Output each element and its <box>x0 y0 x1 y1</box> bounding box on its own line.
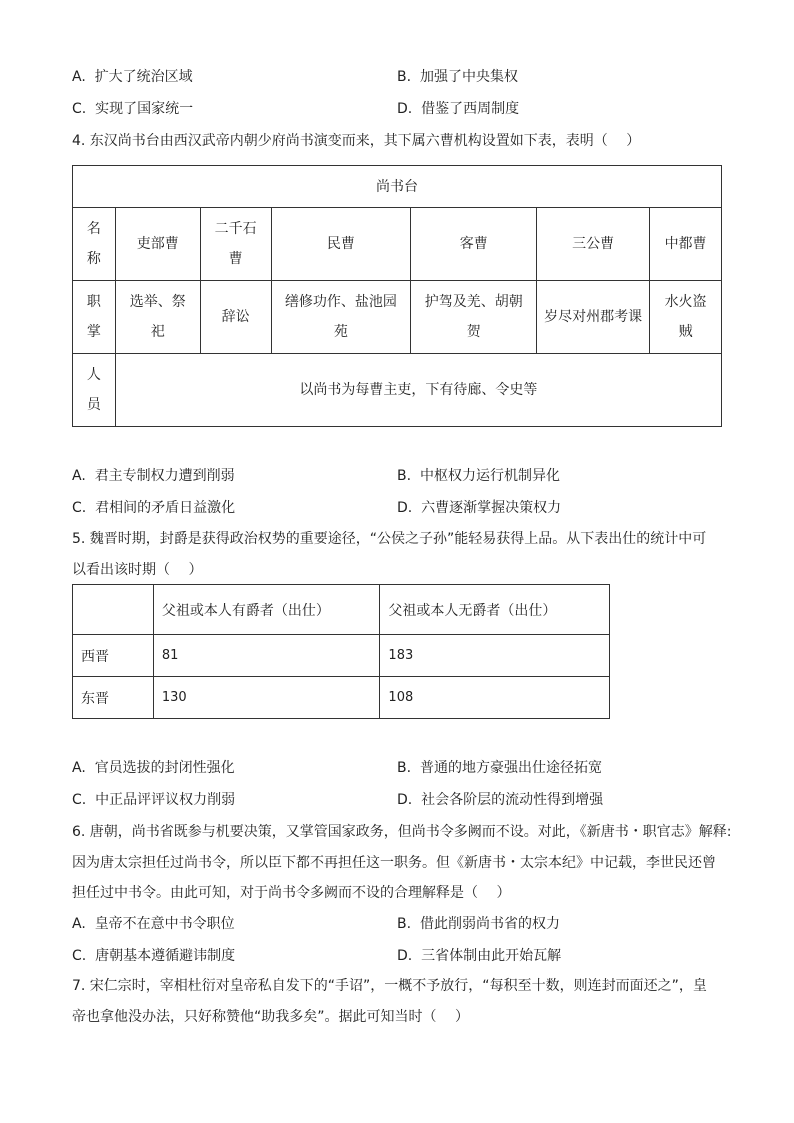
q6-option-a: A. 皇帝不在意中书令职位 <box>72 916 235 932</box>
q6-stem-line3: 担任过中书令。由此可知，对于尚书令多阙而不设的合理解释是（ ） <box>72 885 511 901</box>
q5-stem-line2: 以看出该时期（ ） <box>72 562 203 578</box>
q6-stem-line1: 6. 唐朝，尚书省既参与机要决策，又掌管国家政务，但尚书令多阙而不设。对此，《新唐书・职官志》解释: <box>72 824 732 840</box>
q4-duty-cell: 水火盗贼 <box>650 281 722 354</box>
q5-value-cell: 108 <box>380 677 610 719</box>
q4-duty-cell: 岁尽对州郡考课 <box>537 281 650 354</box>
q5-period-cell: 西晋 <box>73 635 154 677</box>
q5-header-without-title: 父祖或本人无爵者（出仕） <box>380 585 610 635</box>
q6-stem-line2: 因为唐太宗担任过尚书令，所以臣下都不再担任这一职务。但《新唐书・太宗本纪》中记载，李世民还曾 <box>72 855 716 871</box>
q6-option-b: B. 借此削弱尚书省的权力 <box>397 916 560 932</box>
q3-option-a: A. 扩大了统治区域 <box>72 69 193 85</box>
table-row <box>73 635 610 677</box>
q4-option-d: D. 六曹逐渐掌握决策权力 <box>397 500 562 516</box>
q5-table <box>72 584 610 719</box>
q5-value-cell: 183 <box>380 635 610 677</box>
q4-header-name: 名称 <box>73 208 116 281</box>
q4-name-cell: 吏部曹 <box>115 208 200 281</box>
q4-duty-cell: 缮修功作、盐池园苑 <box>271 281 411 354</box>
q3-option-c: C. 实现了国家统一 <box>72 101 194 117</box>
q7-stem-line2: 帝也拿他没办法，只好称赞他“助我多矣”。据此可知当时（ ） <box>72 1009 469 1025</box>
q5-value-cell: 130 <box>153 677 380 719</box>
q5-header-with-title: 父祖或本人有爵者（出仕） <box>153 585 380 635</box>
q5-option-d: D. 社会各阶层的流动性得到增强 <box>397 792 604 808</box>
q5-header-corner <box>73 585 154 635</box>
q6-option-c: C. 唐朝基本遵循避讳制度 <box>72 948 236 964</box>
q3-option-d: D. 借鉴了西周制度 <box>397 101 520 117</box>
q4-staff-cell: 以尚书为每曹主吏，下有待廊、令史等 <box>115 354 721 427</box>
q4-option-b: B. 中枢权力运行机制异化 <box>397 468 560 484</box>
q4-name-cell: 民曹 <box>271 208 411 281</box>
q4-table-title: 尚书台 <box>73 166 722 208</box>
q4-name-cell: 三公曹 <box>537 208 650 281</box>
q5-period-cell: 东晋 <box>73 677 154 719</box>
q5-option-c: C. 中正品评评议权力削弱 <box>72 792 236 808</box>
q4-name-cell: 中都曹 <box>650 208 722 281</box>
q6-option-d: D. 三省体制由此开始瓦解 <box>397 948 562 964</box>
q5-stem-line1: 5. 魏晋时期，封爵是获得政治权势的重要途径，“公侯之子孙”能轻易获得上品。从下表出仕的统计中可 <box>72 531 707 547</box>
q7-stem-line1: 7. 宋仁宗时，宰相杜衍对皇帝私自发下的“手诏”，一概不予放行，“每积至十数，则连封而面还之”，皇 <box>72 978 707 994</box>
q4-name-cell: 二千石曹 <box>200 208 271 281</box>
q4-name-cell: 客曹 <box>411 208 537 281</box>
q4-header-duty: 职掌 <box>73 281 116 354</box>
q5-option-a: A. 官员选拔的封闭性强化 <box>72 760 235 776</box>
q4-table <box>72 165 722 427</box>
q3-option-b: B. 加强了中央集权 <box>397 69 518 85</box>
q4-option-c: C. 君相间的矛盾日益激化 <box>72 500 236 516</box>
table-row <box>73 677 610 719</box>
q4-duty-cell: 辞讼 <box>200 281 271 354</box>
q5-value-cell: 81 <box>153 635 380 677</box>
q4-duty-cell: 选举、祭祀 <box>115 281 200 354</box>
q5-option-b: B. 普通的地方豪强出仕途径拓宽 <box>397 760 602 776</box>
q4-option-a: A. 君主专制权力遭到削弱 <box>72 468 235 484</box>
q4-stem: 4. 东汉尚书台由西汉武帝内朝少府尚书演变而来，其下属六曹机构设置如下表，表明（ ） <box>72 133 641 149</box>
q4-header-staff: 人员 <box>73 354 116 427</box>
q4-duty-cell: 护驾及羌、胡朝贺 <box>411 281 537 354</box>
